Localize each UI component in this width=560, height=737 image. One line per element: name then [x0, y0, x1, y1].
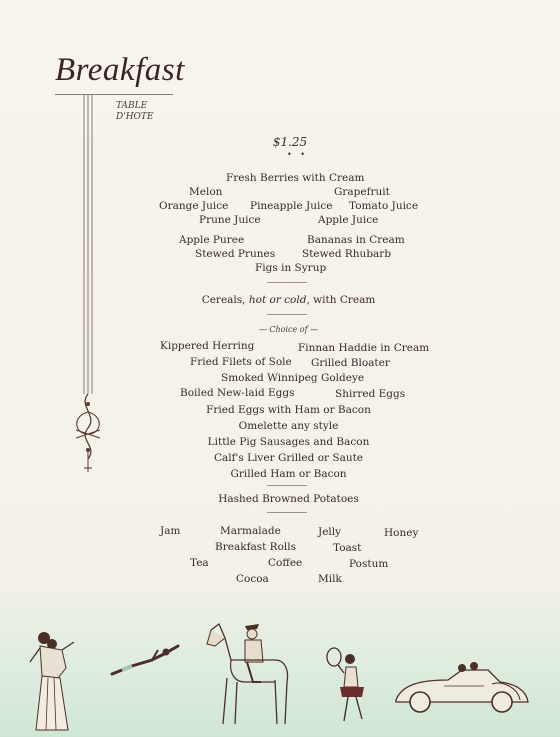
- menu-item: Cocoa: [236, 573, 269, 585]
- menu-item: Omelette any style: [238, 420, 339, 432]
- menu-item: Apple Juice: [318, 214, 379, 226]
- section-divider: [267, 512, 307, 513]
- menu-item: Orange Juice: [159, 200, 229, 212]
- menu-item: Bananas in Cream: [307, 234, 405, 246]
- menu-item: Boiled New-laid Eggs: [180, 387, 295, 399]
- menu-item: Coffee: [268, 557, 303, 569]
- menu-item: Marmalade: [220, 525, 281, 537]
- menu-item: Grilled Ham or Bacon: [230, 468, 347, 480]
- menu-item: Grilled Bloater: [311, 357, 390, 369]
- menu-item: Apple Puree: [179, 234, 245, 246]
- menu-item: Hashed Browned Potatoes: [218, 493, 359, 505]
- menu-subtitle: [116, 101, 154, 123]
- menu-item: Prune Juice: [199, 214, 261, 226]
- menu-item: Fried Filets of Sole: [190, 356, 292, 368]
- menu-item: Postum: [349, 558, 389, 570]
- menu-item: Little Pig Sausages and Bacon: [207, 436, 370, 448]
- menu-item: Honey: [384, 527, 419, 539]
- section-divider: [267, 485, 307, 486]
- menu-item: Melon: [189, 186, 223, 198]
- menu-item: Jam: [160, 525, 181, 537]
- menu-item: Breakfast Rolls: [215, 541, 296, 553]
- menu-item: Tomato Juice: [349, 200, 419, 212]
- price-dots: • •: [287, 150, 308, 159]
- cereals-suffix: with Cream: [313, 294, 376, 306]
- menu-item: Jelly: [318, 526, 342, 538]
- cereals-italic: hot or cold,: [248, 294, 310, 306]
- vintage-car-icon: [392, 660, 532, 715]
- menu-item: Grapefruit: [334, 186, 390, 198]
- menu-item: Figs in Syrup: [255, 262, 327, 274]
- menu-item: Smoked Winnipeg Goldeye: [221, 372, 365, 384]
- menu-item: Pineapple Juice: [250, 200, 333, 212]
- menu-price: $1.25: [272, 135, 308, 149]
- menu-item: Kippered Herring: [160, 340, 255, 352]
- horse-rider-icon: [205, 620, 295, 730]
- section-divider: [267, 314, 307, 315]
- choice-label: — Choice of —: [258, 325, 319, 334]
- subtitle-line-2: D'HOTE: [116, 112, 154, 122]
- menu-item: Toast: [333, 542, 362, 554]
- diver-icon: [108, 640, 183, 680]
- menu-item: Fresh Berries with Cream: [226, 172, 365, 184]
- dancing-couple-icon: [22, 628, 82, 733]
- menu-item: Calf's Liver Grilled or Saute: [213, 452, 364, 464]
- subtitle-line-1: TABLE: [116, 101, 148, 111]
- menu-item: Shirred Eggs: [335, 388, 406, 400]
- menu-title: Breakfast: [55, 52, 185, 88]
- section-divider: [267, 282, 307, 283]
- tennis-player-icon: [322, 645, 372, 725]
- menu-item: Stewed Prunes: [195, 248, 276, 260]
- menu-item: Fried Eggs with Ham or Bacon: [206, 404, 371, 416]
- menu-item: Stewed Rhubarb: [302, 248, 392, 260]
- cereals-line: [0, 294, 560, 306]
- cereals-prefix: Cereals,: [201, 294, 246, 306]
- menu-item: Milk: [318, 573, 342, 585]
- menu-item: Tea: [190, 557, 209, 569]
- menu-item: Finnan Haddie in Cream: [298, 342, 430, 354]
